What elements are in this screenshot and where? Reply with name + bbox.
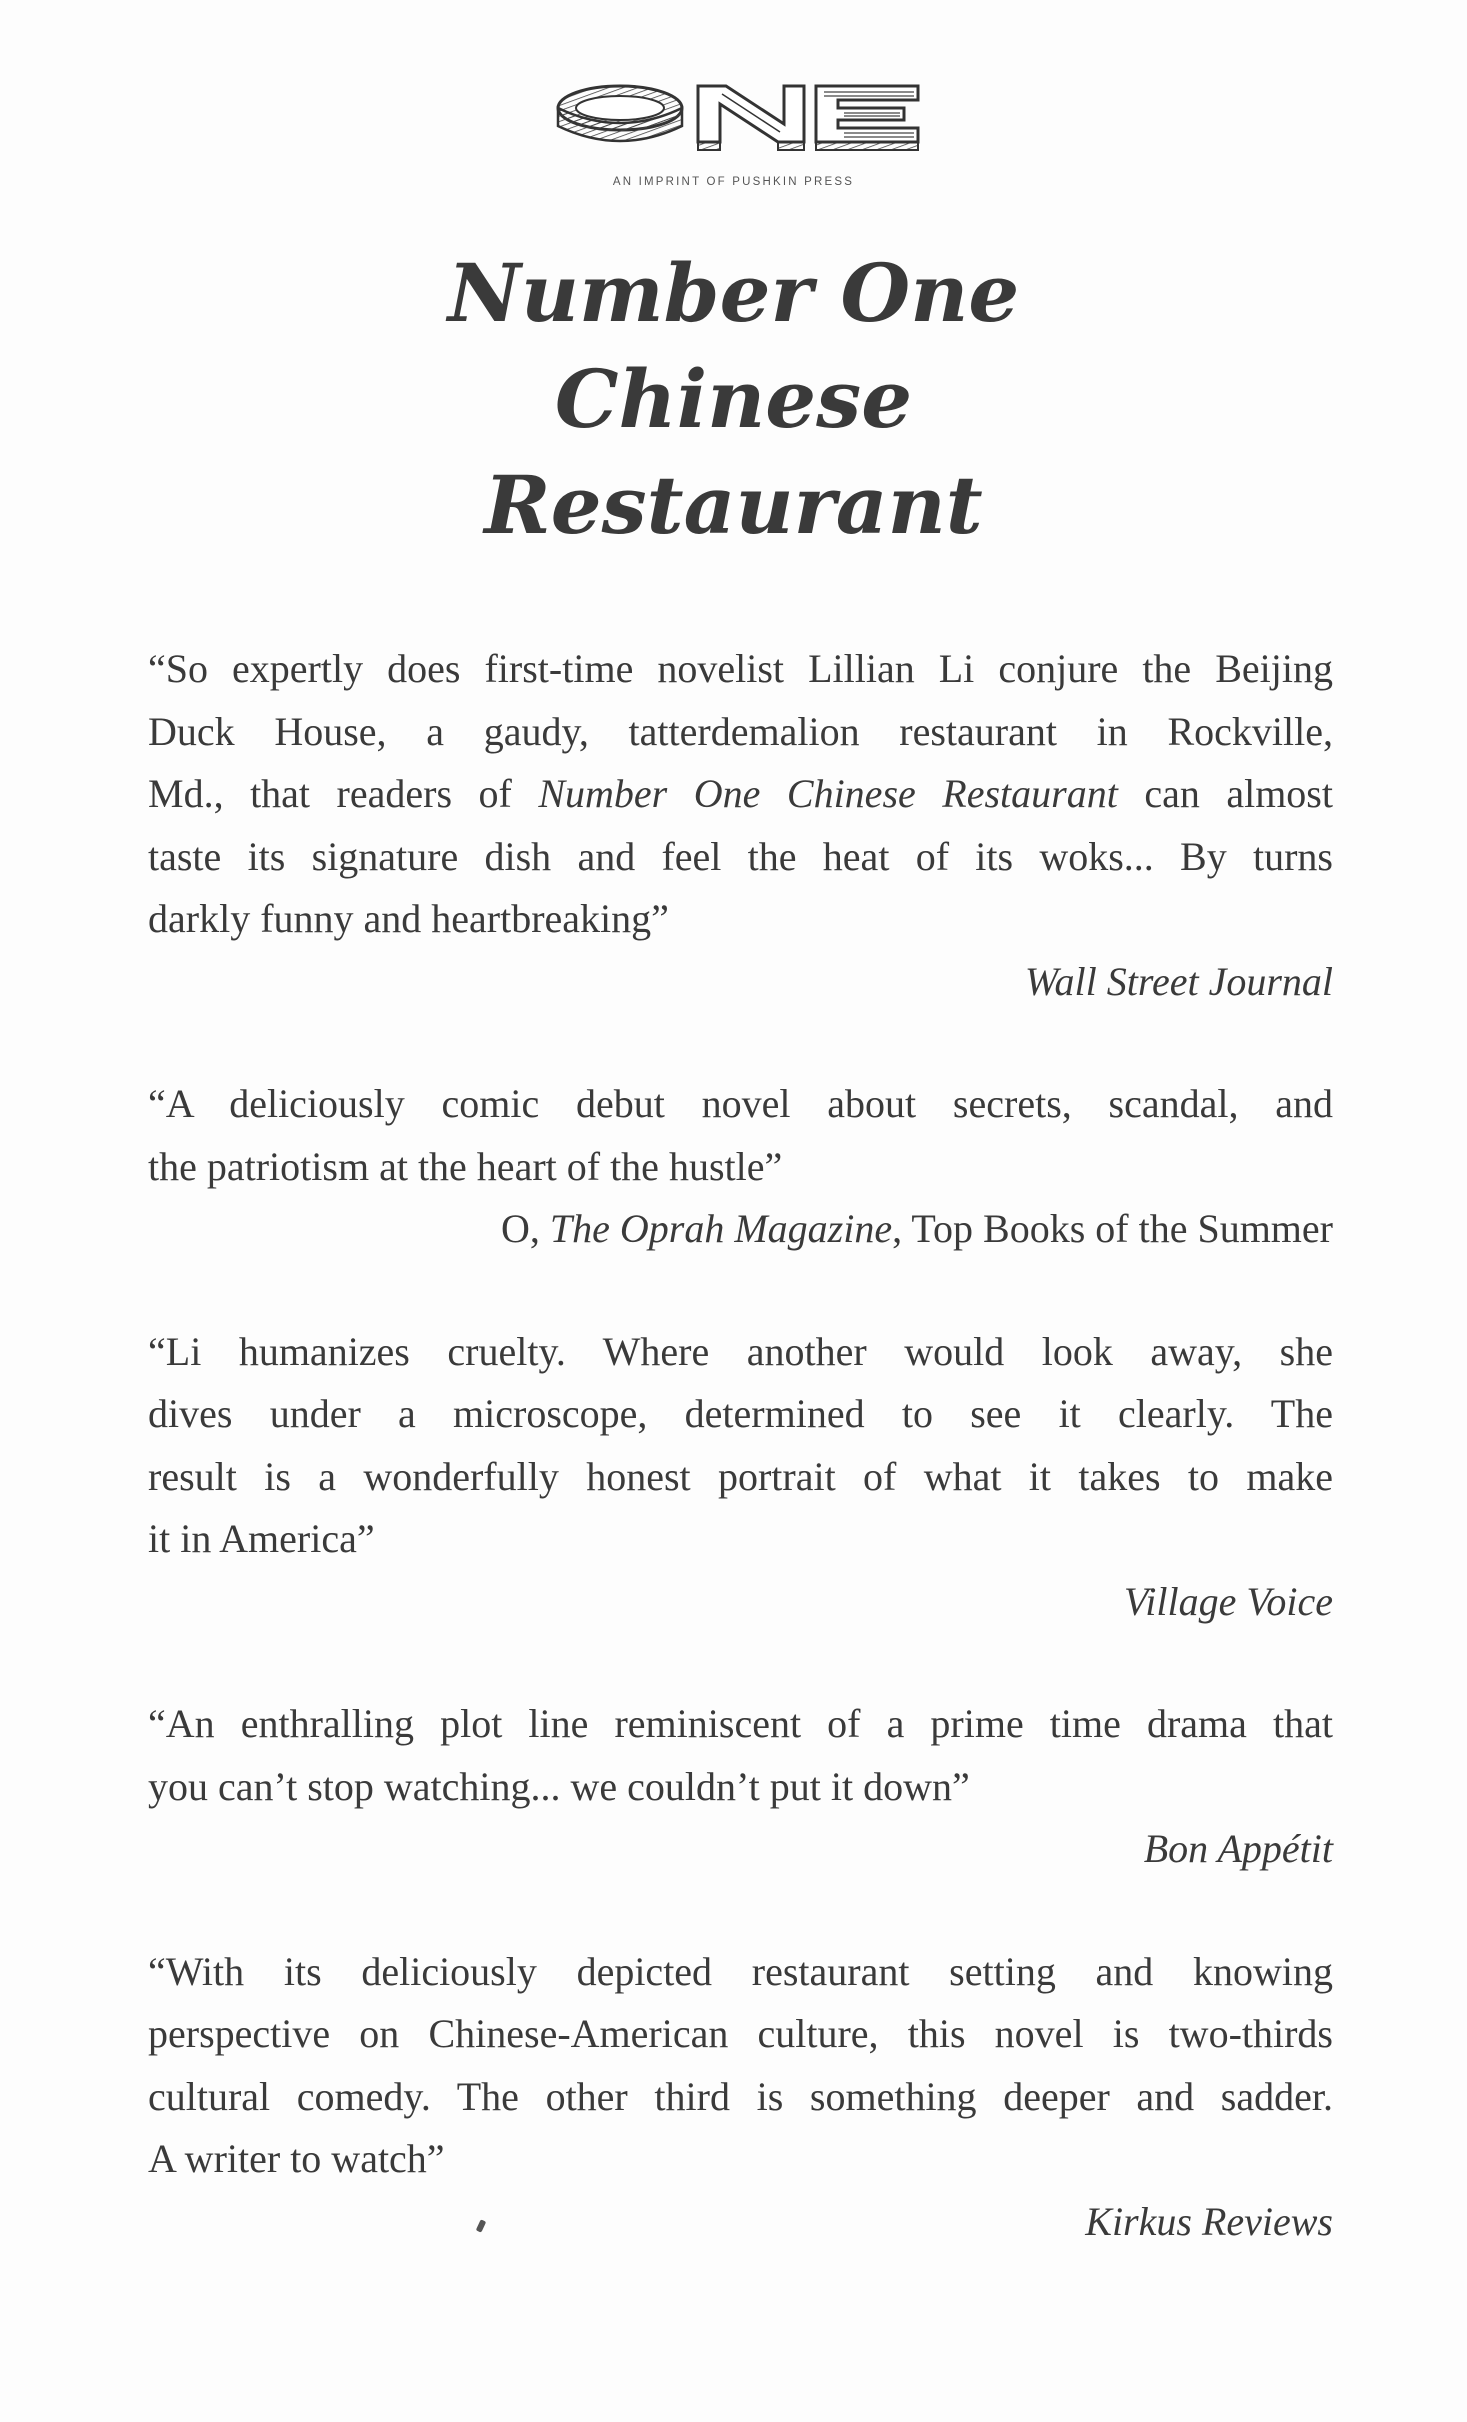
quote-line: perspective on Chinese-American culture, this novel is two-thirds (148, 2011, 1333, 2056)
logo-letter-o (558, 86, 682, 141)
quote-text: can almost (1117, 771, 1333, 816)
source-prefix: O, (500, 1206, 550, 1251)
title-line-3: Restaurant (484, 458, 983, 552)
review-village-voice (148, 1321, 1333, 1634)
review-list (148, 638, 1333, 2313)
book-title-reference: Number One Chinese Restaurant (538, 771, 1118, 816)
quote-line: “A deliciously comic debut novel about secrets, scandal, and (148, 1081, 1333, 1126)
quote-line: you can’t stop watching... we couldn’t put it down” (148, 1763, 970, 1809)
review-source (148, 1198, 1333, 1261)
review-kirkus-reviews (148, 1941, 1333, 2254)
quote-line: “With its deliciously depicted restaurant setting and knowing (148, 1948, 1333, 1994)
quote-line: dives under a microscope, determined to see it clearly. The (148, 1391, 1333, 1436)
logo-letter-e (816, 86, 918, 150)
quote-text: Md., that readers of (148, 771, 539, 816)
review-source: Bon Appétit (1143, 1826, 1333, 1871)
quote-line: A writer to watch” (148, 2136, 445, 2181)
review-bon-appetit (148, 1693, 1333, 1881)
review-quote (148, 1073, 1333, 1198)
source-suffix: , Top Books of the Summer (892, 1206, 1333, 1251)
quote-line: it in America” (148, 1516, 375, 1561)
source-publication: The Oprah Magazine (549, 1206, 893, 1251)
review-oprah-magazine (148, 1073, 1333, 1261)
quote-line: cultural comedy. The other third is something deeper and sadder. (148, 2073, 1333, 2119)
review-source: Wall Street Journal (1024, 958, 1333, 1004)
quote-line: taste its signature dish and feel the heat of its woks... By turns (148, 833, 1333, 879)
review-quote (148, 638, 1333, 951)
review-quote (148, 1321, 1333, 1571)
quote-line: darkly funny and heartbreaking” (148, 896, 669, 941)
book-title (0, 240, 1467, 558)
review-quote (148, 1693, 1333, 1818)
quote-line: “So expertly does first-time novelist Lillian Li conjure the Beijing (148, 646, 1333, 691)
one-logo (548, 72, 928, 166)
title-line-1: Number One (447, 246, 1020, 340)
review-wall-street-journal (148, 638, 1333, 1013)
quote-line: result is a wonderfully honest portrait of what it takes to make (148, 1453, 1333, 1499)
title-line-2: Chinese (554, 352, 913, 446)
logo-letter-n (698, 86, 804, 150)
quote-line: the patriotism at the heart of the hustle” (148, 1143, 783, 1189)
review-source: Kirkus Reviews (1085, 2198, 1333, 2244)
quote-line: “An enthralling plot line reminiscent of a prime time drama that (148, 1701, 1333, 1746)
review-source: Village Voice (1123, 1578, 1333, 1624)
quote-line (148, 763, 1333, 826)
quote-line: Duck House, a gaudy, tatterdemalion restaurant in Rockville, (148, 708, 1333, 754)
imprint-line: AN IMPRINT OF PUSHKIN PRESS (612, 176, 855, 188)
review-quote (148, 1941, 1333, 2191)
quote-line: “Li humanizes cruelty. Where another would look away, she (148, 1328, 1333, 1374)
